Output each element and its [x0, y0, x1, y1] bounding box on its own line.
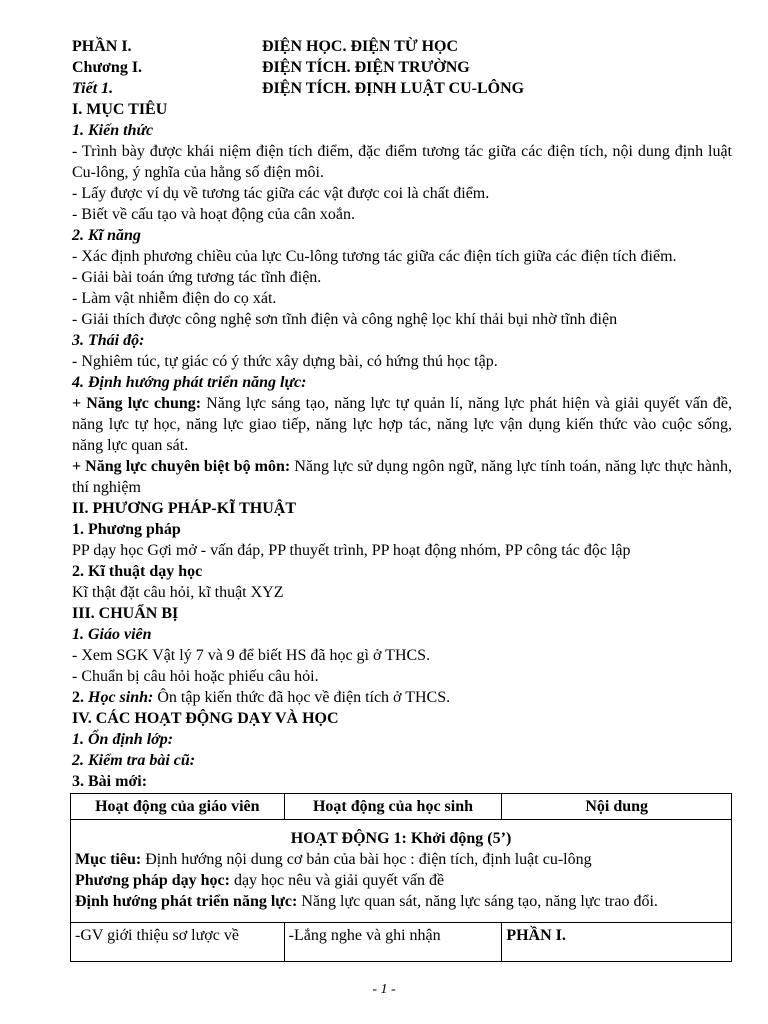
techniques-title: 2. Kĩ thuật dạy học	[72, 563, 203, 580]
activity-table	[70, 793, 732, 962]
section-methods-title: II. PHƯƠNG PHÁP-KĨ THUẬT	[72, 500, 297, 517]
student-num: 2.	[72, 689, 84, 706]
chapter-label: Chương I.	[72, 59, 143, 76]
knowledge-item: - Biết về cấu tạo và hoạt động của cân xoắn.	[72, 206, 355, 223]
activity-competency-label: Định hướng phát triển năng lực:	[75, 893, 298, 910]
section-activities-title: IV. CÁC HOẠT ĐỘNG DẠY VÀ HỌC	[72, 710, 339, 727]
activity-info-row	[71, 820, 732, 923]
skills-item: - Giải thích được công nghệ sơn tĩnh điện và công nghệ lọc khí thải bụi nhờ tĩnh điện	[72, 311, 618, 328]
teacher-item: - Chuẩn bị câu hỏi hoặc phiếu câu hỏi.	[72, 668, 319, 685]
knowledge-title: 1. Kiến thức	[72, 122, 154, 139]
specific-competency-label: + Năng lực chuyên biệt bộ môn:	[72, 458, 291, 475]
teacher-cell: -GV giới thiệu sơ lược về	[71, 923, 285, 962]
teacher-item: - Xem SGK Vật lý 7 và 9 để biết HS đã học gì ở THCS.	[72, 647, 431, 664]
knowledge-item: - Lấy được ví dụ về tương tác giữa các vật được coi là chất điểm.	[72, 185, 490, 202]
activity-title: HOẠT ĐỘNG 1: Khởi động (5’)	[290, 830, 512, 847]
general-competency	[72, 393, 732, 456]
new-lesson: 3. Bài mới:	[72, 773, 148, 790]
activity-info-cell	[71, 820, 732, 923]
teacher-title: 1. Giáo viên	[72, 626, 152, 643]
part-title: ĐIỆN HỌC. ĐIỆN TỪ HỌC	[262, 38, 459, 55]
section-preparation-title: III. CHUẨN BỊ	[72, 605, 179, 622]
content-cell: PHẦN I.	[502, 923, 732, 962]
student-label: Học sinh:	[84, 689, 154, 706]
activity-method-label: Phương pháp dạy học:	[75, 872, 230, 889]
skills-item: - Xác định phương chiều của lực Cu-lông tương tác giữa các điện tích giữa các điện tích điểm.	[72, 248, 677, 265]
activity-competency	[75, 891, 727, 912]
specific-competency-text: Năng lực sử dụng ngôn ngữ, năng lực tính toán, năng lực thực hành, thí nghiệm	[72, 458, 733, 496]
techniques-text: Kĩ thật đặt câu hỏi, kĩ thuật XYZ	[72, 584, 284, 601]
attitude-title: 3. Thái độ:	[72, 332, 145, 349]
activity-method-text: dạy học nêu và giải quyết vấn đề	[229, 872, 445, 889]
general-competency-label: + Năng lực chung:	[72, 395, 202, 412]
specific-competency	[72, 456, 732, 498]
document-page	[72, 36, 732, 962]
table-header-content: Nội dung	[502, 794, 732, 820]
table-header-student: Hoạt động của học sinh	[284, 794, 502, 820]
methods-title: 1. Phương pháp	[72, 521, 181, 538]
table-header-row	[71, 794, 732, 820]
methods-text: PP dạy học Gợi mở - vấn đáp, PP thuyết trình, PP hoạt động nhóm, PP công tác độc lập	[72, 542, 631, 559]
table-header-teacher: Hoạt động của giáo viên	[71, 794, 285, 820]
header-chapter	[72, 57, 732, 78]
class-stabilize: 1. Ổn định lớp:	[72, 731, 174, 748]
header-lesson	[72, 78, 732, 99]
activity-goal	[75, 849, 727, 870]
lesson-title: ĐIỆN TÍCH. ĐỊNH LUẬT CU-LÔNG	[262, 80, 525, 97]
student-cell: -Lắng nghe và ghi nhận	[284, 923, 502, 962]
competency-title: 4. Định hướng phát triển năng lực:	[72, 374, 307, 391]
part-label: PHẦN I.	[72, 38, 132, 55]
skills-item: - Giải bài toán ứng tương tác tĩnh điện.	[72, 269, 322, 286]
page-number: - 1 -	[372, 982, 396, 997]
table-row	[71, 923, 732, 962]
activity-method	[75, 870, 727, 891]
chapter-title: ĐIỆN TÍCH. ĐIỆN TRƯỜNG	[262, 59, 470, 76]
activity-goal-label: Mục tiêu:	[75, 851, 142, 868]
old-lesson-check: 2. Kiểm tra bài cũ:	[72, 752, 196, 769]
attitude-text: - Nghiêm túc, tự giác có ý thức xây dựng bài, có hứng thú học tập.	[72, 353, 498, 370]
general-competency-text: Năng lực sáng tạo, năng lực tự quản lí, năng lực phát hiện và giải quyết vấn đề, năng lực tự học, năng lực giao tiếp, năng lực hợp tác, năng lực vận dụng kiến thức vào cuộc sống, năng lực quan sát.	[72, 395, 733, 454]
skills-title: 2. Kĩ năng	[72, 227, 141, 244]
student-prep	[72, 687, 732, 708]
header-part	[72, 36, 732, 57]
section-objectives-title: I. MỤC TIÊU	[72, 101, 168, 118]
knowledge-item: - Trình bày được khái niệm điện tích điểm, đặc điểm tương tác giữa các điện tích, nội dung định luật Cu-lông, ý nghĩa của hằng số điện môi.	[72, 143, 732, 181]
skills-item: - Làm vật nhiễm điện do cọ xát.	[72, 290, 277, 307]
activity-competency-text: Năng lực quan sát, năng lực sáng tạo, năng lực trao đổi.	[297, 893, 658, 910]
lesson-label: Tiết 1.	[72, 80, 114, 97]
student-text: Ôn tập kiến thức đã học về điện tích ở THCS.	[153, 689, 451, 706]
activity-goal-text: Định hướng nội dung cơ bản của bài học : điện tích, định luật cu-lông	[141, 851, 592, 868]
